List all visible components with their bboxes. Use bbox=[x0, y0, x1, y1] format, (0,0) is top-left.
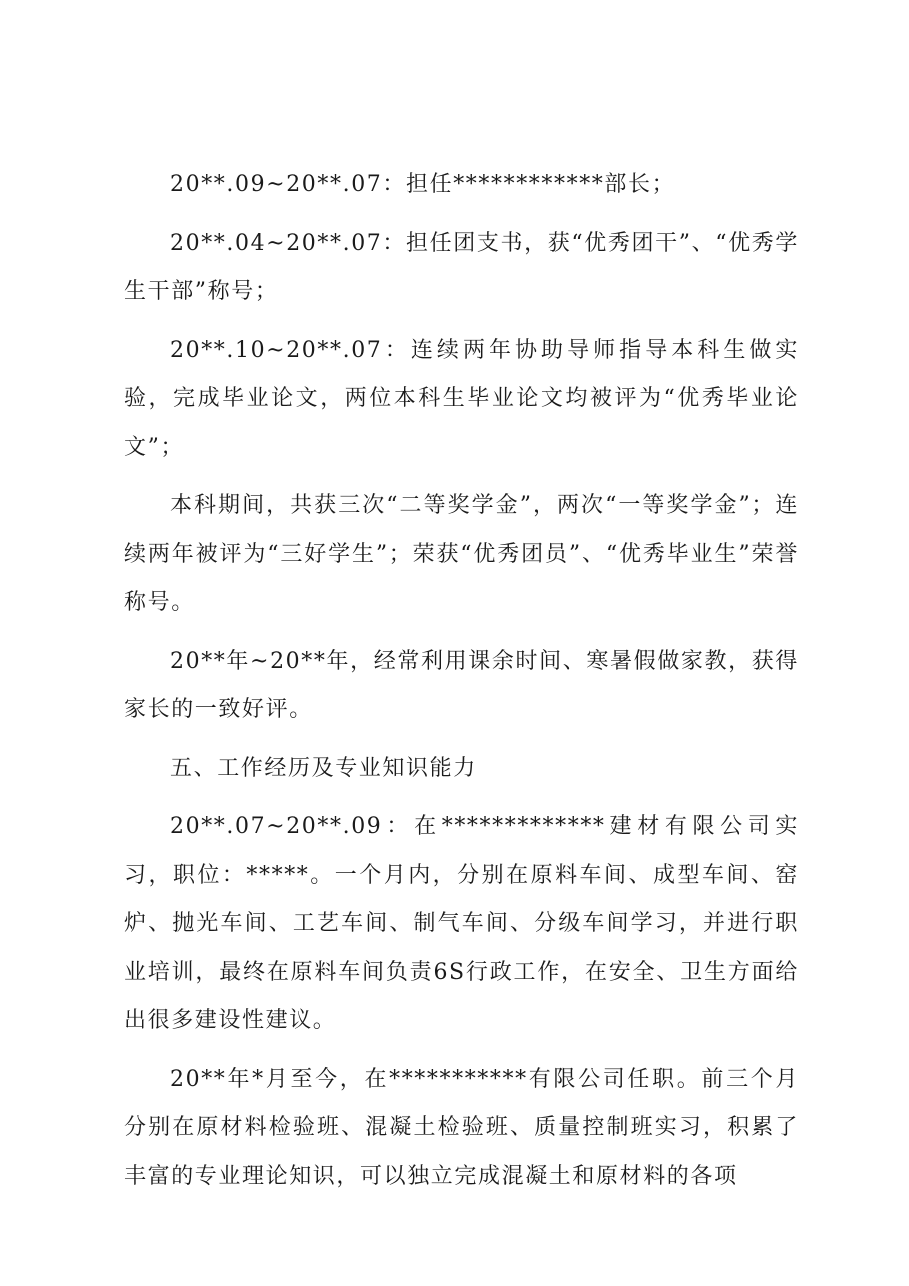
paragraph-league-secretary: 20**.04~20**.07：担任团支书，获“优秀团干”、“优秀学生干部”称号； bbox=[124, 230, 799, 304]
paragraph-current-job: 20**年*月至今，在***********有限公司任职。前三个月分别在原材料检验班、混凝土检验班、质量控制班实习，积累了丰富的专业理论知识，可以独立完成混凝土和原材料的各项 bbox=[124, 1066, 799, 1189]
paragraph-position-minister: 20**.09~20**.07：担任************部长； bbox=[170, 172, 676, 197]
paragraph-assist-supervisor: 20**.10~20**.07：连续两年协助导师指导本科生做实验，完成毕业论文，两位本科生毕业论文均被评为“优秀毕业论文”； bbox=[124, 337, 799, 460]
section-heading-work-experience: 五、工作经历及专业知识能力 bbox=[170, 755, 477, 781]
paragraph-internship: 20**.07~20**.09：在*************建材有限公司实习，职位：*****。一个月内，分别在原料车间、成型车间、窑炉、抛光车间、工艺车间、制气车间、分级车间学习，并进行职业培训，最终在原料车间负责6S行政工作，在安全、卫生方面给出很多建设性建议。 bbox=[124, 814, 799, 1033]
paragraph-tutoring: 20**年~20**年，经常利用课余时间、寒暑假做家教，获得家长的一致好评。 bbox=[124, 648, 799, 722]
paragraph-scholarships: 本科期间，共获三次“二等奖学金”，两次“一等奖学金”；连续两年被评为“三好学生”；荣获“优秀团员”、“优秀毕业生”荣誉称号。 bbox=[124, 493, 799, 615]
document-body bbox=[124, 161, 799, 1211]
